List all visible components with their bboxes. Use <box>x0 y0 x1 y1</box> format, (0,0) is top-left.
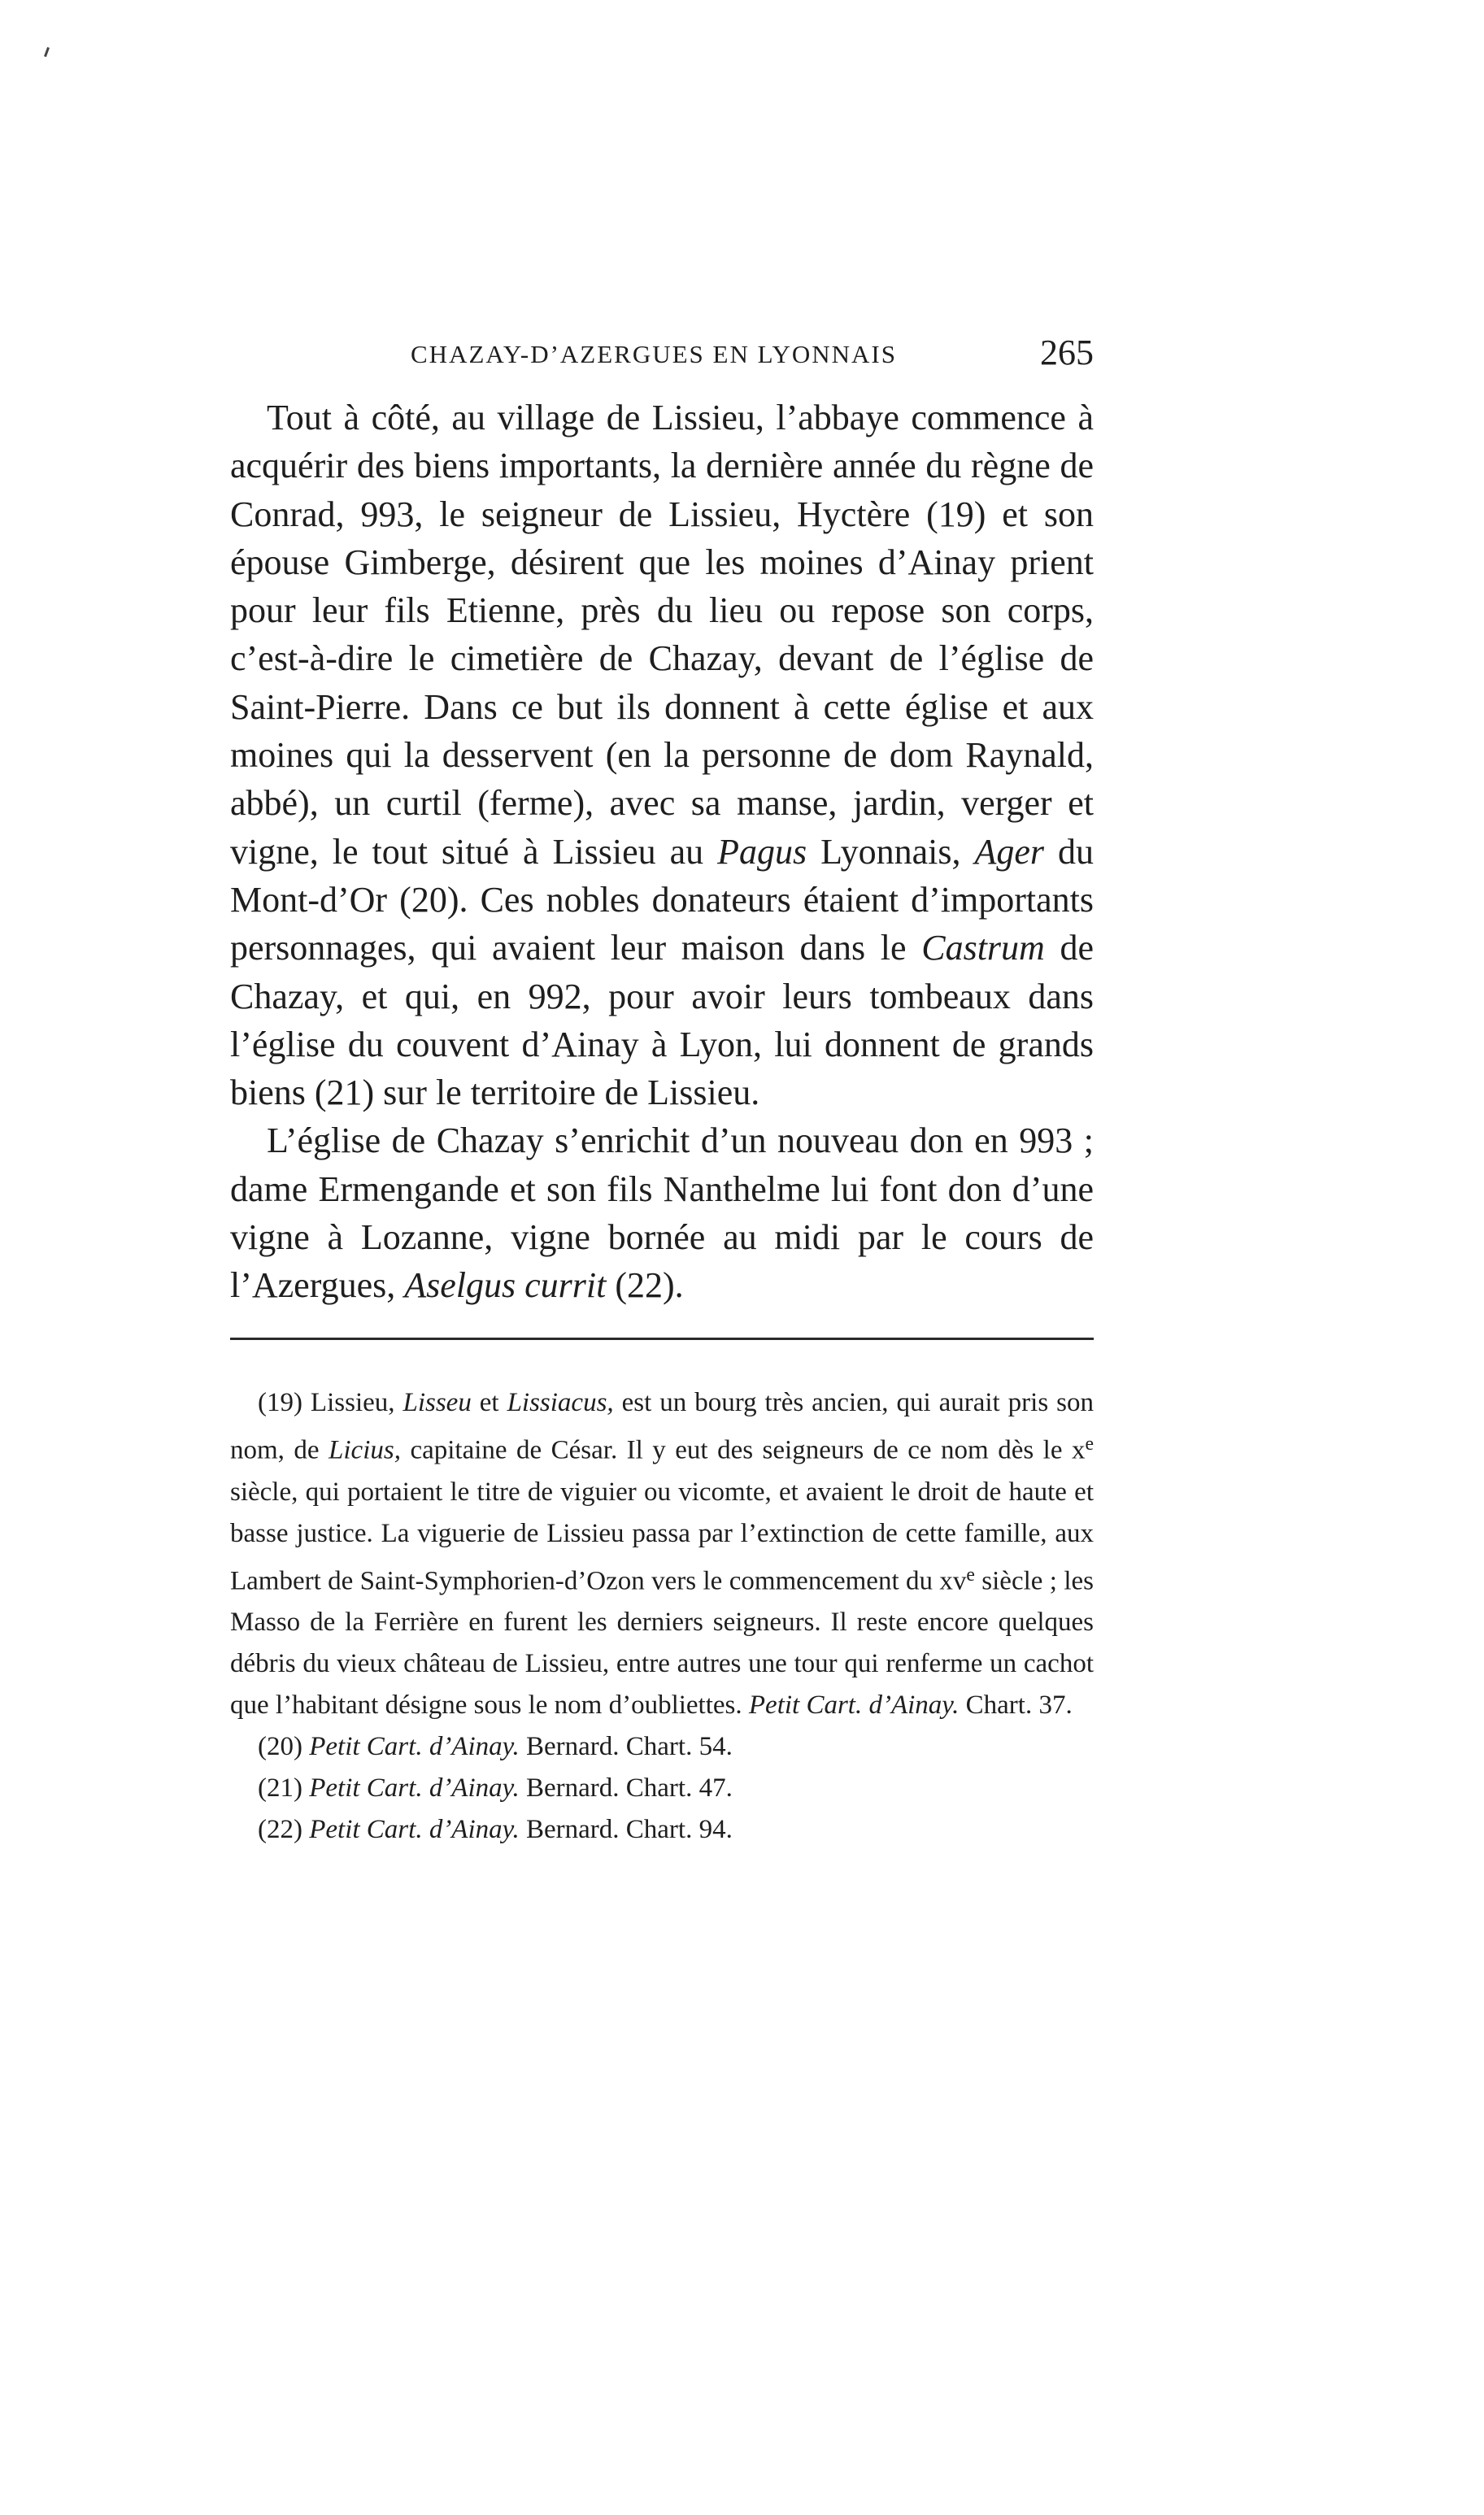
footnote-22: (22) Petit Cart. d’Ainay. Bernard. Chart. 94. <box>258 1815 733 1845</box>
paragraph-1: Tout à côté, au village de Lissieu, l’abbaye commence à acquérir des biens importants, la dernière année du règne de Conrad, 993, le seigneur de Lissieu, Hyctère (19) et son épouse Gimberge, désirent que les moines d’Ainay prient pour leur fils Etienne, près du lieu ou repose son corps, c’est-à-dire le cimetière de Chazay, devant de l’église de Saint-Pierre. Dans ce but ils donnent à cette église et aux moines qui la desservent (en la personne de dom Raynald, abbé), un curtil (ferme), avec sa manse, jardin, verger et vigne, le tout situé à Lissieu au Pagus Lyonnais, Ager du Mont-d’Or (20). Ces nobles donateurs étaient d’importants personnages, qui avaient leur maison dans le Castrum de Chazay, et qui, en 992, pour avoir leurs tombeaux dans l’église du couvent d’Ainay à Lyon, lui donnent de grands biens (21) sur le territoire de Lissieu. <box>230 398 1095 1113</box>
running-header <box>411 332 1094 381</box>
main-text <box>230 394 1094 1310</box>
footnotes <box>230 1382 1094 1851</box>
running-title: CHAZAY-D’AZERGUES EN LYONNAIS <box>411 340 897 368</box>
footnote-separator <box>230 1338 1094 1340</box>
footnote-21: (21) Petit Cart. d’Ainay. Bernard. Chart. 47. <box>258 1773 733 1804</box>
footnote-19: (19) Lissieu, Lisseu et Lissiacus, est un bourg très ancien, qui aurait pris son nom, de Licius, capitaine de César. Il y eut des seigneurs de ce nom dès le $x^e$ siècle, qui portaient le titre de viguier ou vicomte, et avaient le droit de haute et basse justice. La viguerie de Lissieu passa par l’extinction de cette famille, aux Lambert de Saint-Symphorien-d’Ozon vers le commencement du $xv^e$ siècle ; les Masso de la Ferrière en furent les derniers seigneurs. Il reste encore quelques débris du vieux château de Lissieu, entre autres une tour qui renferme un cachot que l’habitant désigne sous le nom d’oubliettes. Petit Cart. d’Ainay. Chart. 37. <box>230 1388 1094 1721</box>
paragraph-2: L’église de Chazay s’enrichit d’un nouveau don en 993 ; dame Ermengande et son fils Nanthelme lui font don d’une vigne à Lozanne, vigne bornée au midi par le cours de l’Azergues, Aselgus currit (22). <box>230 1120 1094 1306</box>
scan-mark <box>44 47 50 57</box>
footnote-20: (20) Petit Cart. d’Ainay. Bernard. Chart. 54. <box>258 1732 733 1762</box>
page-number: 265 <box>1040 333 1094 372</box>
